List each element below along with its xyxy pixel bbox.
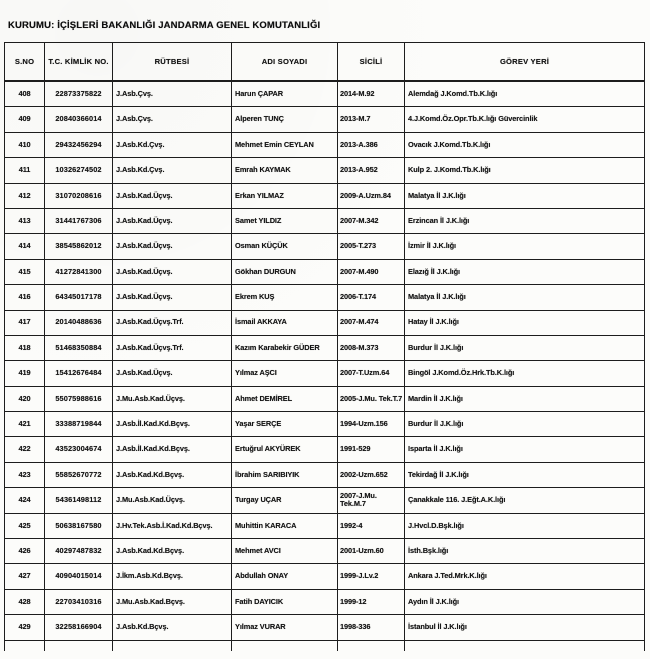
cell-rutbe: J.Asb.Kad.Üçvş.	[113, 183, 232, 208]
cell-ad: Abdullah ONAY	[232, 564, 338, 589]
cell-ad: Osman KÜÇÜK	[232, 234, 338, 259]
partial-table-row	[5, 640, 645, 651]
cell-sicil: 1994-Uzm.156	[338, 412, 405, 437]
cell-tc: 64345017178	[45, 285, 113, 310]
cell-gorev: J.Hvcl.D.Bşk.lığı	[405, 513, 645, 538]
cell-sno: 411	[5, 158, 45, 183]
cell-sicil: 1999-J.Lv.2	[338, 564, 405, 589]
cell-gorev: Kulp 2. J.Komd.Tb.K.lığı	[405, 158, 645, 183]
table-row	[5, 81, 645, 107]
cell-rutbe: J.Asb.İl.Kad.Kd.Bçvş.	[113, 412, 232, 437]
table-row	[5, 285, 645, 310]
cell-sno: 426	[5, 539, 45, 564]
page-title: KURUMU: İÇİŞLERİ BAKANLIĞI JANDARMA GENEL KOMUTANLIĞI	[8, 20, 321, 31]
cell-ad: Ertuğrul AKYÜREK	[232, 437, 338, 462]
cell-ad: İbrahim SARIBIYIK	[232, 462, 338, 487]
cell-sno: 419	[5, 361, 45, 386]
cell-ad: Gökhan DURGUN	[232, 259, 338, 284]
cell-sicil: 2014-M.92	[338, 81, 405, 107]
cell-ad: Erkan YILMAZ	[232, 183, 338, 208]
cell-sicil: 2013-M.7	[338, 107, 405, 132]
cell-rutbe: J.Asb.Çvş.	[113, 81, 232, 107]
cell-sno: 416	[5, 285, 45, 310]
cell-ad: Muhittin KARACA	[232, 513, 338, 538]
cell-gorev: Isparta İl J.K.lığı	[405, 437, 645, 462]
cell-rutbe: J.Asb.Kd.Bçvş.	[113, 615, 232, 640]
cell-tc: 31070208616	[45, 183, 113, 208]
cell-sno: 413	[5, 208, 45, 233]
cell-ad: Samet YILDIZ	[232, 208, 338, 233]
cell-tc: 55075988616	[45, 386, 113, 411]
cell-rutbe: J.Hv.Tek.Asb.İ.Kad.Kd.Bçvş.	[113, 513, 232, 538]
table-row	[5, 335, 645, 360]
cell-rutbe: J.Asb.Kad.Üçvş.	[113, 234, 232, 259]
cell-sno: 410	[5, 132, 45, 157]
cell-rutbe: J.Asb.Kad.Üçvş.	[113, 259, 232, 284]
cell-gorev	[405, 640, 645, 651]
table-row	[5, 183, 645, 208]
cell-gorev: Elazığ İl J.K.lığı	[405, 259, 645, 284]
cell-rutbe: J.Asb.Kad.Üçvş.	[113, 361, 232, 386]
cell-tc: 43523004674	[45, 437, 113, 462]
cell-rutbe: J.Mu.Asb.Kad.Bçvş.	[113, 589, 232, 614]
cell-sicil: 2013-A.952	[338, 158, 405, 183]
header-rutbe: RÜTBESİ	[113, 43, 232, 82]
cell-rutbe	[113, 640, 232, 651]
table-row	[5, 615, 645, 640]
cell-rutbe: J.Mu.Asb.Kad.Üçvş.	[113, 488, 232, 513]
cell-sicil: 2007-T.Uzm.64	[338, 361, 405, 386]
cell-sno: 420	[5, 386, 45, 411]
table-row	[5, 158, 645, 183]
cell-sno: 424	[5, 488, 45, 513]
cell-sicil: 1992-4	[338, 513, 405, 538]
cell-gorev: Aydın İl J.K.lığı	[405, 589, 645, 614]
header-tc: T.C. KİMLİK NO.	[45, 43, 113, 82]
header-gorev: GÖREV YERİ	[405, 43, 645, 82]
cell-gorev: Burdur İl J.K.lığı	[405, 412, 645, 437]
cell-ad: Emrah KAYMAK	[232, 158, 338, 183]
cell-tc: 29432456294	[45, 132, 113, 157]
table-row	[5, 437, 645, 462]
cell-ad: Yılmaz AŞCI	[232, 361, 338, 386]
cell-tc: 51468350884	[45, 335, 113, 360]
cell-sno: 412	[5, 183, 45, 208]
cell-gorev: Burdur İl J.K.lığı	[405, 335, 645, 360]
cell-gorev: 4.J.Komd.Öz.Opr.Tb.K.lığı Güvercinlik	[405, 107, 645, 132]
cell-sno: 428	[5, 589, 45, 614]
cell-ad: Turgay UÇAR	[232, 488, 338, 513]
cell-rutbe: J.Asb.Kd.Çvş.	[113, 158, 232, 183]
cell-gorev: Malatya İl J.K.lığı	[405, 285, 645, 310]
cell-ad	[232, 640, 338, 651]
cell-gorev: Ovacık J.Komd.Tb.K.lığı	[405, 132, 645, 157]
cell-sno: 423	[5, 462, 45, 487]
cell-gorev: Ankara J.Ted.Mrk.K.lığı	[405, 564, 645, 589]
cell-tc: 40904015014	[45, 564, 113, 589]
cell-rutbe: J.Asb.Kad.Üçvş.	[113, 285, 232, 310]
cell-gorev: İsth.Bşk.lığı	[405, 539, 645, 564]
cell-ad: Kazım Karabekir GÜDER	[232, 335, 338, 360]
cell-tc: 38545862012	[45, 234, 113, 259]
cell-tc: 20140488636	[45, 310, 113, 335]
cell-tc: 33388719844	[45, 412, 113, 437]
table-row	[5, 208, 645, 233]
cell-ad: Yılmaz VURAR	[232, 615, 338, 640]
cell-sicil: 2009-A.Uzm.84	[338, 183, 405, 208]
cell-sno: 415	[5, 259, 45, 284]
cell-sicil: 2007-M.490	[338, 259, 405, 284]
table-row	[5, 513, 645, 538]
table-row	[5, 310, 645, 335]
cell-tc: 22873375822	[45, 81, 113, 107]
personnel-table	[4, 42, 645, 651]
cell-sno: 429	[5, 615, 45, 640]
table-row	[5, 259, 645, 284]
cell-sicil: 2013-A.386	[338, 132, 405, 157]
cell-gorev: Hatay İl J.K.lığı	[405, 310, 645, 335]
cell-gorev: Tekirdağ İl J.K.lığı	[405, 462, 645, 487]
cell-sicil: 2001-Uzm.60	[338, 539, 405, 564]
table-row	[5, 488, 645, 513]
cell-gorev: Mardin İl J.K.lığı	[405, 386, 645, 411]
cell-sicil: 2007-M.474	[338, 310, 405, 335]
cell-tc: 55852670772	[45, 462, 113, 487]
cell-ad: Mehmet AVCI	[232, 539, 338, 564]
cell-tc: 41272841300	[45, 259, 113, 284]
table-row	[5, 234, 645, 259]
cell-gorev: Bingöl J.Komd.Öz.Hrk.Tb.K.lığı	[405, 361, 645, 386]
table-row	[5, 386, 645, 411]
cell-tc: 50638167580	[45, 513, 113, 538]
cell-ad: Ekrem KUŞ	[232, 285, 338, 310]
cell-gorev: Malatya İl J.K.lığı	[405, 183, 645, 208]
cell-ad: Harun ÇAPAR	[232, 81, 338, 107]
cell-ad: Ahmet DEMİREL	[232, 386, 338, 411]
cell-sno: 417	[5, 310, 45, 335]
cell-sicil: 2002-Uzm.652	[338, 462, 405, 487]
cell-sno: 409	[5, 107, 45, 132]
table-row	[5, 539, 645, 564]
cell-tc	[45, 640, 113, 651]
cell-tc: 15412676484	[45, 361, 113, 386]
cell-sno: 425	[5, 513, 45, 538]
header-sicil: SİCİLİ	[338, 43, 405, 82]
cell-rutbe: J.Mu.Asb.Kad.Üçvş.	[113, 386, 232, 411]
cell-sicil: 2007-M.342	[338, 208, 405, 233]
cell-sno: 421	[5, 412, 45, 437]
cell-sicil: 1999-12	[338, 589, 405, 614]
cell-tc: 32258166904	[45, 615, 113, 640]
cell-gorev: Alemdağ J.Komd.Tb.K.lığı	[405, 81, 645, 107]
header-sno: S.NO	[5, 43, 45, 82]
cell-gorev: İzmir İl J.K.lığı	[405, 234, 645, 259]
cell-gorev: Çanakkale 116. J.Eğt.A.K.lığı	[405, 488, 645, 513]
cell-tc: 54361498112	[45, 488, 113, 513]
header-ad: ADI SOYADI	[232, 43, 338, 82]
cell-rutbe: J.Asb.Kad.Kd.Bçvş.	[113, 462, 232, 487]
table-row	[5, 462, 645, 487]
cell-sicil: 2006-T.174	[338, 285, 405, 310]
cell-sno: 414	[5, 234, 45, 259]
cell-rutbe: J.Asb.İl.Kad.Kd.Bçvş.	[113, 437, 232, 462]
table-row	[5, 107, 645, 132]
cell-gorev: İstanbul İl J.K.lığı	[405, 615, 645, 640]
cell-sno: 418	[5, 335, 45, 360]
cell-ad: Yaşar SERÇE	[232, 412, 338, 437]
cell-tc: 20840366014	[45, 107, 113, 132]
cell-tc: 40297487832	[45, 539, 113, 564]
cell-sno: 422	[5, 437, 45, 462]
cell-sicil: 2005-J.Mu. Tek.T.7	[338, 386, 405, 411]
cell-sicil: 2005-T.273	[338, 234, 405, 259]
cell-ad: Alperen TUNÇ	[232, 107, 338, 132]
cell-tc: 31441767306	[45, 208, 113, 233]
table-row	[5, 361, 645, 386]
table-row	[5, 564, 645, 589]
cell-ad: İsmail AKKAYA	[232, 310, 338, 335]
cell-ad: Mehmet Emin CEYLAN	[232, 132, 338, 157]
table-row	[5, 589, 645, 614]
cell-sno: 408	[5, 81, 45, 107]
cell-rutbe: J.İkm.Asb.Kd.Bçvş.	[113, 564, 232, 589]
cell-sicil: 1998-336	[338, 615, 405, 640]
cell-sicil: 2007-J.Mu. Tek.M.7	[338, 488, 405, 513]
cell-ad: Fatih DAYICIK	[232, 589, 338, 614]
table-row	[5, 412, 645, 437]
table-header-row	[5, 43, 645, 82]
table-row	[5, 132, 645, 157]
cell-rutbe: J.Asb.Kd.Çvş.	[113, 132, 232, 157]
cell-rutbe: J.Asb.Kad.Üçvş.Trf.	[113, 310, 232, 335]
cell-rutbe: J.Asb.Kad.Üçvş.	[113, 208, 232, 233]
cell-rutbe: J.Asb.Kad.Üçvş.Trf.	[113, 335, 232, 360]
cell-tc: 10326274502	[45, 158, 113, 183]
cell-tc: 22703410316	[45, 589, 113, 614]
cell-sicil	[338, 640, 405, 651]
table-body	[5, 81, 645, 651]
cell-sno	[5, 640, 45, 651]
cell-gorev: Erzincan İl J.K.lığı	[405, 208, 645, 233]
cell-sicil: 1991-529	[338, 437, 405, 462]
cell-sicil: 2008-M.373	[338, 335, 405, 360]
cell-rutbe: J.Asb.Çvş.	[113, 107, 232, 132]
cell-sno: 427	[5, 564, 45, 589]
cell-rutbe: J.Asb.Kad.Kd.Bçvş.	[113, 539, 232, 564]
